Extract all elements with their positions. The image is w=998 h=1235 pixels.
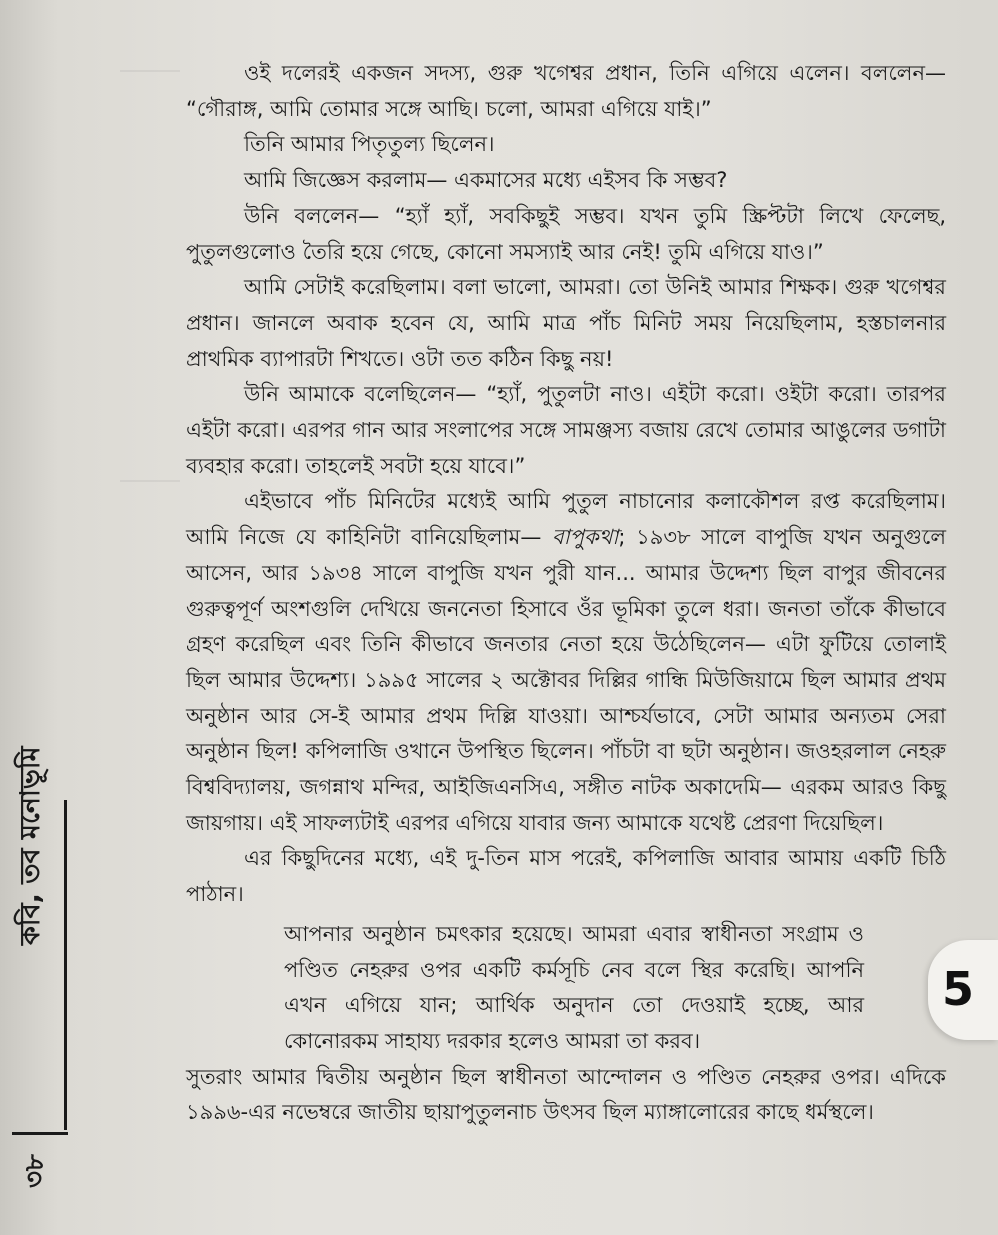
paragraph xyxy=(186,484,946,841)
paragraph: ওই দলেরই একজন সদস্য, গুরু খগেশ্বর প্রধান, তিনি এগিয়ে এলেন। বললেন— “গৌরাঙ্গ, আমি তোমার সঙ্গে আছি। চলো, আমরা এগিয়ে যাই।” xyxy=(186,61,946,121)
quote-text: আপনার অনুষ্ঠান চমৎকার হয়েছে। আমরা এবার স্বাধীনতা সংগ্রাম ও পণ্ডিত নেহরুর ওপর একটি কর্মসূচি নেব বলে স্থির করেছি। আপনি এখন এগিয়ে যান; আর্থিক অনুদান তো দেওয়াই হচ্ছে, আর কোনোরকম সাহায্য দরকার হলেও আমরা তা করব। xyxy=(284,921,864,1053)
paragraph: উনি বললেন— “হ্যাঁ হ্যাঁ, সবকিছুই সম্ভব। যখন তুমি স্ক্রিপ্টটা লিখে ফেলেছ, পুতুলগুলোও তৈরি হয়ে গেছে, কোনো সমস্যাই আর নেই! তুমি এগিয়ে যাও।” xyxy=(186,203,946,264)
bleed-through-mark xyxy=(120,70,180,72)
paragraph-text: এইভাবে পাঁচ মিনিটের মধ্যেই আমি পুতুল নাচানোর কলাকৌশল রপ্ত করেছিলাম। আমি নিজে যে কাহিনিটা বানিয়েছিলাম— xyxy=(186,489,946,550)
page-number: ৩৮ xyxy=(20,1154,50,1188)
paragraph: সুতরাং আমার দ্বিতীয় অনুষ্ঠান ছিল স্বাধীনতা আন্দোলন ও পণ্ডিত নেহরুর ওপর। এদিকে ১৯৯৬-এর নভেম্বরে জাতীয় ছায়াপুতুলনাচ উৎসব ছিল ম্যাঙ্গালোরের কাছে ধর্মস্থলে। xyxy=(186,1064,946,1125)
body-text xyxy=(186,56,946,1131)
paragraph-text: ; ১৯৩৮ সালে বাপুজি যখন অনুগুলে আসেন, আর ১৯৩৪ সালে বাপুজি যখন পুরী যান... আমার উদ্দেশ্য ছিল বাপুর জীবনের গুরুত্বপূর্ণ অংশগুলি দেখিয়ে জননেতা হিসাবে ওঁর ভূমিকা তুলে ধরা। জনতা তাঁকে কীভাবে গ্রহণ করেছিল এবং তিনি কীভাবে জনতার নেতা হয়ে উঠেছিলেন— এটা ফুটিয়ে তোলাই ছিল আমার উদ্দেশ্য। ১৯৯৫ সালের ২ অক্টোবর দিল্লির গান্ধি মিউজিয়ামে ছিল আমার প্রথম অনুষ্ঠান আর সে-ই আমার প্রথম দিল্লি যাওয়া। আশ্চর্যভাবে, সেটা আমার অন্যতম সেরা অনুষ্ঠান ছিল! কপিলাজি ওখানে উপস্থিত ছিলেন। পাঁচটা বা ছটা অনুষ্ঠান। জওহরলাল নেহরু বিশ্ববিদ্যালয়, জগন্নাথ মন্দির, আইজিএনসিএ, সঙ্গীত নাটক অকাদেমি— এরকম আরও কিছু জায়গায়। এই সাফল্যটাই এরপর এগিয়ে যাবার জন্য আমাকে যথেষ্ট প্রেরণা দিয়েছিল। xyxy=(186,525,946,835)
italic-title: বাপুকথা xyxy=(551,525,619,550)
paragraph: এর কিছুদিনের মধ্যে, এই দু-তিন মাস পরেই, কপিলাজি আবার আমায় একটি চিঠি পাঠান। xyxy=(186,846,946,907)
quoted-letter xyxy=(284,917,864,1060)
edge-mark: 5 xyxy=(942,962,975,1016)
bleed-through-mark xyxy=(120,480,180,482)
paragraph: উনি আমাকে বলেছিলেন— “হ্যাঁ, পুতুলটা নাও। এইটা করো। ওইটা করো। তারপর এইটা করো। এরপর গান আর সংলাপের সঙ্গে সামঞ্জস্য বজায় রেখে তোমার আঙুলের ডগাটা ব্যবহার করো। তাহলেই সবটা হয়ে যাবে।” xyxy=(186,382,946,478)
paragraph: আমি জিজ্ঞেস করলাম— একমাসের মধ্যে এইসব কি সম্ভব? xyxy=(244,168,728,193)
paragraph: আমি সেটাই করেছিলাম। বলা ভালো, আমরা। তো উনিই আমার শিক্ষক। গুরু খগেশ্বর প্রধান। জানলে অবাক হবেন যে, আমি মাত্র পাঁচ মিনিট সময় নিয়েছিলাম, হস্তচালনার প্রাথমিক ব্যাপারটা শিখতে। ওটা তত কঠিন কিছু নয়! xyxy=(186,275,946,371)
margin-header xyxy=(6,746,66,1188)
margin-rule xyxy=(12,1132,68,1135)
running-title: কবি, তব মনোভূমি xyxy=(15,746,46,945)
margin-rule xyxy=(64,800,67,1130)
paragraph: তিনি আমার পিতৃতুল্য ছিলেন। xyxy=(244,132,495,157)
